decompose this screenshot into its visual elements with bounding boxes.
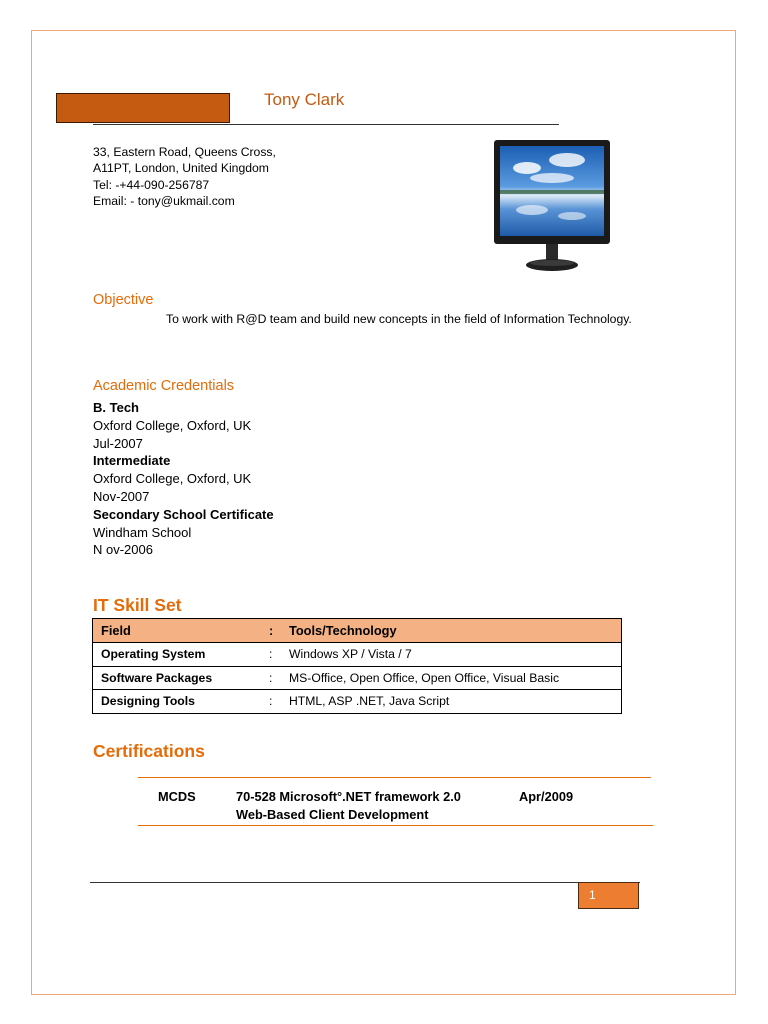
objective-heading: Objective — [93, 292, 154, 308]
certifications-divider-bottom — [138, 825, 653, 826]
objective-text: To work with R@D team and build new concepts in the field of Information Technology. — [166, 312, 632, 326]
table-cell-field: Designing Tools — [93, 690, 270, 714]
header-divider — [93, 124, 559, 125]
contact-info — [93, 144, 276, 209]
skills-table — [92, 618, 622, 714]
degree: B. Tech — [93, 400, 139, 415]
table-row — [93, 690, 622, 714]
address-line-1: 33, Eastern Road, Queens Cross, — [93, 145, 276, 159]
certifications-heading: Certifications — [93, 741, 205, 761]
email-line: Email: - tony@ukmail.com — [93, 193, 235, 208]
academic-heading: Academic Credentials — [93, 378, 235, 394]
table-cell-separator: : — [269, 666, 281, 690]
institution: Oxford College, Oxford, UK — [93, 417, 252, 433]
table-header-cell: Field — [93, 619, 270, 643]
degree: Secondary School Certificate — [93, 506, 274, 522]
name-color-block — [56, 93, 230, 123]
page-number: 1 — [578, 882, 639, 909]
academic-list — [93, 399, 274, 559]
table-cell-separator: : — [269, 690, 281, 714]
table-cell-value: Windows XP / Vista / 7 — [281, 643, 622, 667]
certifications-divider-top — [138, 777, 651, 778]
monitor-image — [492, 138, 612, 273]
date: Nov-2007 — [93, 488, 150, 504]
address-line-2: A11PT, London, United Kingdom — [93, 161, 269, 176]
candidate-name: Tony Clark — [264, 90, 345, 109]
date: N ov-2006 — [93, 542, 153, 558]
footer-divider — [90, 882, 640, 883]
cert-title: 70-528 Microsoft°.NET framework 2.0 — [236, 789, 461, 804]
institution: Windham School — [93, 524, 192, 540]
date: Jul-2007 — [93, 435, 143, 451]
table-cell-value: MS-Office, Open Office, Open Office, Visual Basic — [281, 666, 622, 690]
phone-line: Tel: -+44-090-256787 — [93, 177, 210, 192]
institution: Oxford College, Oxford, UK — [93, 471, 252, 487]
degree: Intermediate — [93, 453, 171, 469]
cert-date: Apr/2009 — [519, 789, 574, 804]
skills-heading: IT Skill Set — [93, 595, 182, 615]
table-cell-separator: : — [269, 643, 281, 667]
table-cell-value: HTML, ASP .NET, Java Script — [281, 690, 622, 714]
cert-code: MCDS — [158, 789, 196, 804]
table-header-row — [93, 619, 622, 643]
table-header-cell: Tools/Technology — [281, 619, 622, 643]
table-cell-field: Software Packages — [93, 666, 270, 690]
table-row — [93, 643, 622, 667]
table-cell-field: Operating System — [93, 643, 270, 667]
table-header-separator: : — [269, 619, 281, 643]
table-row — [93, 666, 622, 690]
cert-subtitle: Web-Based Client Development — [236, 807, 429, 822]
